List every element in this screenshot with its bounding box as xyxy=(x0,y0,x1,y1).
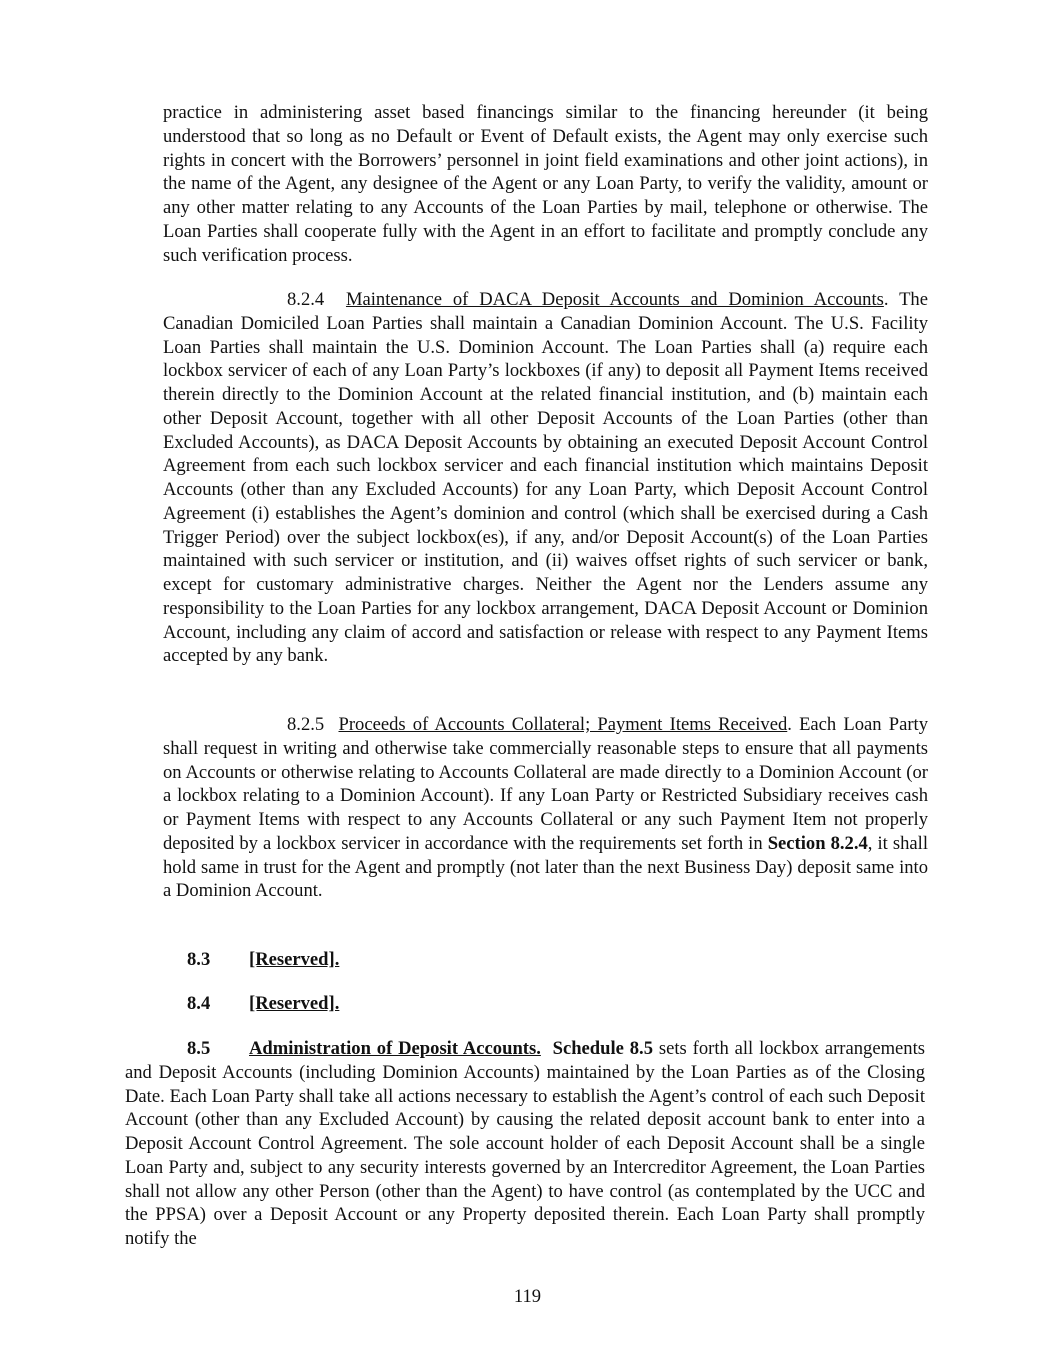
section-8-2-5-body: . Each Loan Party shall request in writing and otherwise take commercially reasonable steps to ensure that all payments on Accounts or otherwise relating to Accounts Collateral are made directly to a Dominion Account (or a lockbox relating to a Dominion Account). If any Loan Party or Restricted Subsidiary receives cash or Payment Items with respect to any Accounts Collateral or any such Payment Item not properly deposited by a lockbox servicer in accordance with the requirements set forth in xyxy=(163,714,928,854)
section-8-5-paragraph xyxy=(125,1037,925,1251)
section-8-2-5-body-end: , it shall hold same in trust for the Agent and promptly (not later than the next Business Day) deposit same into a Dominion Account. xyxy=(163,832,928,902)
section-8-3-title: [Reserved]. xyxy=(249,949,340,970)
section-8-4-title: [Reserved]. xyxy=(249,993,340,1014)
section-8-2-4-number: 8.2.4 xyxy=(287,289,325,310)
section-8-4-heading xyxy=(187,992,339,1016)
section-8-2-4-reference: Section 8.2.4 xyxy=(767,832,868,854)
section-8-5-body: sets forth all lockbox arrangements and Deposit Accounts (including Dominion Accounts) maintained by the Loan Parties as of the Closing Date. Each Loan Party shall take all actions necessary to establish the Agent’s control of each such Deposit Account (other than any Excluded Account) by causing the related deposit account bank to enter into a Deposit Account Control Agreement. The sole account holder of each Deposit Account shall be a single Loan Party and, subject to any security interests governed by an Intercreditor Agreement, the Loan Parties shall not allow any other Person (other than the Agent) to have control (as contemplated by the UCC and the PPSA) over a Deposit Account or any Property deposited therein. Each Loan Party shall promptly notify the xyxy=(125,1038,926,1249)
section-8-5-title: Administration of Deposit Accounts. xyxy=(249,1038,541,1059)
section-8-2-4-title: Maintenance of DACA Deposit Accounts and Dominion Accounts xyxy=(345,289,884,310)
section-8-2-4-paragraph xyxy=(163,288,928,668)
section-8-2-5-title: Proceeds of Accounts Collateral; Payment Items Received xyxy=(338,714,788,735)
schedule-8-5-reference: Schedule 8.5 xyxy=(552,1038,654,1059)
section-8-5-number: 8.5 xyxy=(187,1038,211,1059)
section-8-2-5-paragraph xyxy=(163,713,928,903)
section-8-2-4-body: . The Canadian Domiciled Loan Parties shall maintain a Canadian Dominion Account. The U.S. Facility Loan Parties shall maintain the U.S. Dominion Account. The Loan Parties shall (a) require each lockbox servicer of each of any Loan Party’s lockboxes (if any) to deposit all Payment Items received therein directly to the Dominion Account at the related financial institution, and (b) maintain each other Deposit Account, together with all other Deposit Accounts of the Loan Parties (other than Excluded Accounts), as DACA Deposit Accounts by obtaining an executed Deposit Account Control Agreement from each such lockbox servicer and each financial institution which maintains Deposit Accounts (other than any Excluded Accounts) for any Loan Party, which Deposit Account Control Agreement (i) establishes the Agent’s dominion and control (which shall be exercised during a Cash Trigger Period) over the subject lockbox(es), if any, and/or Deposit Account(s) of the Loan Parties maintained with such servicer or institution, and (ii) waives offset rights of such servicer or bank, except for customary administrative charges. Neither the Agent nor the Lenders assume any responsibility to the Loan Parties for any lockbox arrangement, DACA Deposit Account or Dominion Account, including any claim of accord and satisfaction or release with respect to any Payment Items accepted by any bank. xyxy=(163,289,928,667)
continuation-paragraph: practice in administering asset based financings similar to the financing hereunder (it being understood that so long as no Default or Event of Default exists, the Agent may only exercise such rights in concert with the Borrowers’ personnel in joint field examinations and other joint actions), in the name of the Agent, any designee of the Agent or any Loan Party, to verify the validity, amount or any other matter relating to any Accounts of the Loan Parties by mail, telephone or otherwise. The Loan Parties shall cooperate fully with the Agent in an effort to facilitate and promptly conclude any such verification process. xyxy=(163,102,928,266)
page-number: 119 xyxy=(513,1286,542,1307)
section-8-2-5-number: 8.2.5 xyxy=(287,714,325,735)
section-8-3-number: 8.3 xyxy=(187,949,211,970)
section-8-3-heading xyxy=(187,948,339,972)
section-8-4-number: 8.4 xyxy=(187,993,211,1014)
